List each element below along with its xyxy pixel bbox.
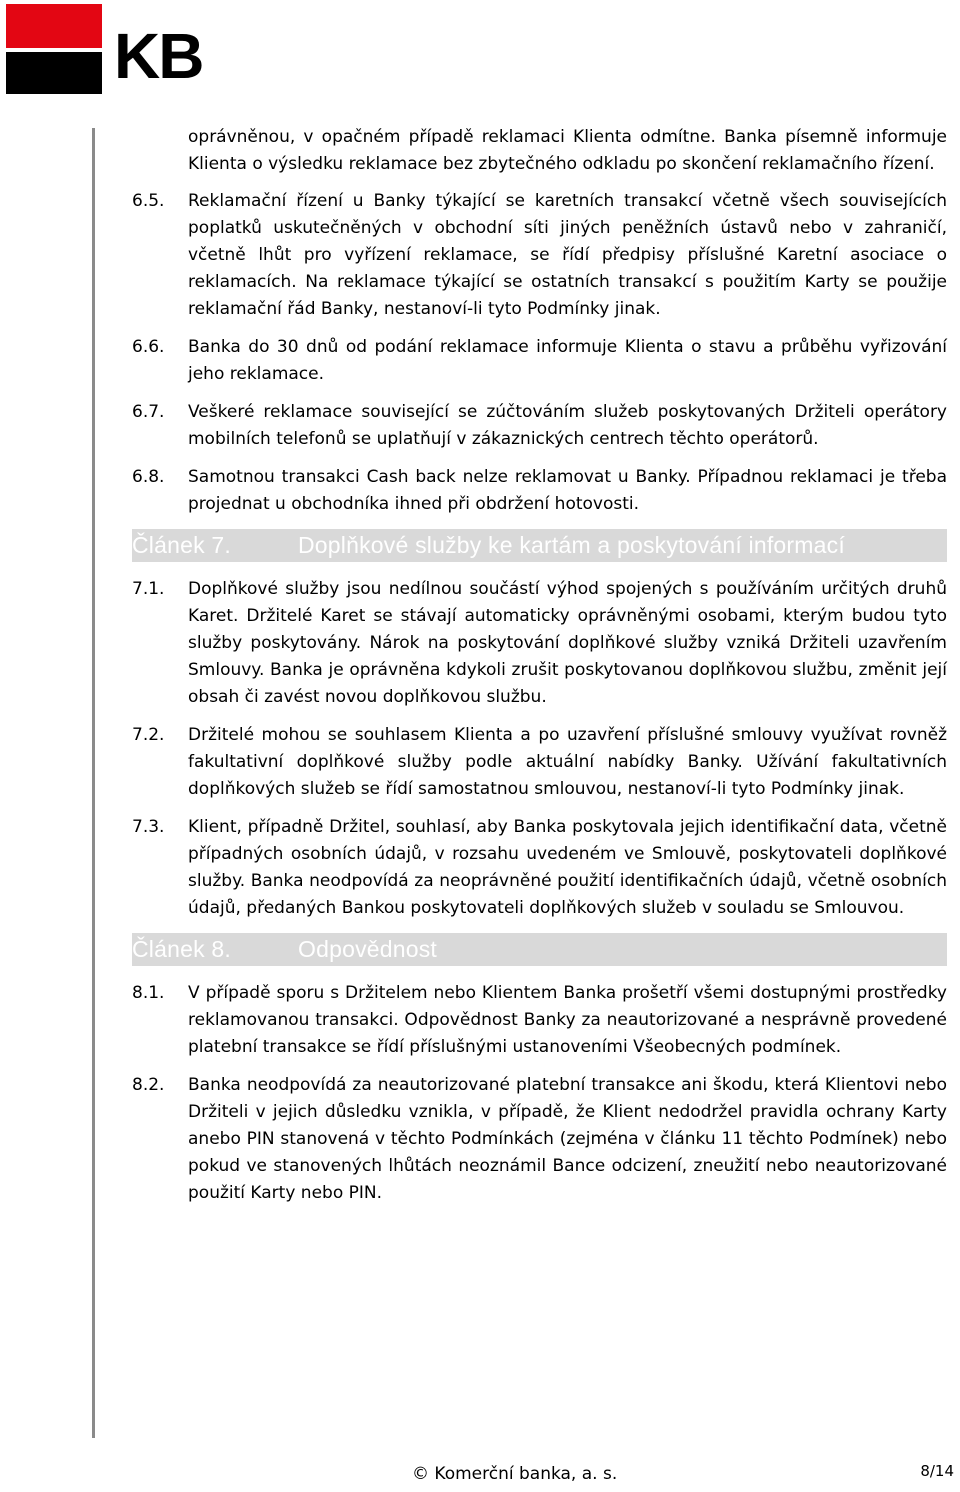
clause-text: Reklamační řízení u Banky týkající se karetních transakcí včetně všech souvisejících poplatků uskutečněných v obchodní síti jiných peněžních ústavů nebo v zahraničí, včetně lhůt pro vyřízení reklamace, se řídí předpisy příslušné Karetní asociace o reklamacích. Na reklamace týkající se ostatních transakcí s použitím Karty se použije reklamační řád Banky, nestanoví-li tyto Podmínky jinak.: [188, 191, 947, 319]
clause-6-5: [132, 188, 947, 323]
clause-text: Veškeré reklamace související se zúčtováním služeb poskytovaných Držiteli operátory mobilních telefonů se uplatňují v zákaznických centrech těchto operátorů.: [188, 402, 947, 449]
article-number: Článek 8.: [132, 936, 231, 962]
clause-number: 6.5.: [132, 191, 165, 211]
clause-8-2: [132, 1072, 947, 1207]
clause-text: V případě sporu s Držitelem nebo Klientem Banka prošetří všemi dostupnými prostředky reklamovanou transakci. Odpovědnost Banky za neautorizované a nesprávně provedené platební transakce se řídí příslušnými ustanoveními Všeobecných podmínek.: [188, 983, 947, 1057]
clause-6-8: [132, 464, 947, 518]
clause-text: Samotnou transakci Cash back nelze reklamovat u Banky. Případnou reklamaci je třeba projednat u obchodníka ihned při obdržení hotovosti.: [188, 467, 947, 514]
clause-text: Držitelé mohou se souhlasem Klienta a po uzavření příslušné smlouvy využívat rovněž fakultativní doplňkové služby podle aktuální nabídky Banky. Užívání fakultativních doplňkových služeb se řídí samostatnou smlouvou, nestanoví-li tyto Podmínky jinak.: [188, 725, 947, 799]
footer-company: © Komerční banka, a. s.: [412, 1464, 618, 1484]
page-number: 8/14: [920, 1462, 954, 1480]
clause-number: 6.8.: [132, 467, 165, 487]
document-body: [132, 124, 947, 1218]
clause-8-1: [132, 980, 947, 1061]
clause-text: Banka neodpovídá za neautorizované platební transakce ani škodu, která Klientovi nebo Držiteli v jejich důsledku vznikla, v případě, že Klient nedodržel pravidla ochrany Karty anebo PIN stanovená v těchto Podmínkách (zejména v článku 11 těchto Podmínek) nebo pokud ve stanovených lhůtách neoznámil Bance odcizení, zneužití nebo neautorizované použití Karty nebo PIN.: [188, 1075, 947, 1203]
clause-number: 8.2.: [132, 1075, 165, 1095]
clause-text: Klient, případně Držitel, souhlasí, aby Banka poskytovala jejich identifikační data, včetně případných osobních údajů, v rozsahu uvedeném ve Smlouvě, poskytovateli doplňkové služby. Banka neodpovídá za neoprávněné použití identifikačních údajů, včetně osobních údajů, předaných Bankou poskytovateli doplňkových služeb v souladu se Smlouvou.: [188, 817, 947, 918]
clause-number: 6.7.: [132, 402, 165, 422]
clause-6-7: [132, 399, 947, 453]
clause-text: Doplňkové služby jsou nedílnou součástí výhod spojených s používáním určitých druhů Karet. Držitelé Karet se stávají automaticky oprávněnými osobami, kterým budou tyto služby poskytovány. Nárok na poskytování doplňkové služby vzniká Držiteli uzavřením Smlouvy. Banka je oprávněna kdykoli zrušit poskytovanou doplňkovou službu, změnit její obsah či zavést novou doplňkovou službu.: [188, 579, 947, 707]
kb-logo-graphic: [6, 4, 266, 94]
article-7-heading: [132, 529, 947, 562]
clause-7-3: [132, 814, 947, 922]
article-title: Odpovědnost: [298, 936, 438, 962]
article-8-heading: [132, 933, 947, 966]
article-title: Doplňkové služby ke kartám a poskytování informací: [298, 532, 845, 558]
clause-number: 6.6.: [132, 337, 165, 357]
svg-text:KB: KB: [114, 20, 203, 92]
article-number: Článek 7.: [132, 532, 231, 558]
clause-number: 7.3.: [132, 817, 165, 837]
clause-6-6: [132, 334, 947, 388]
kb-logo: [6, 4, 266, 94]
clause-7-2: [132, 722, 947, 803]
left-margin-rule: [92, 128, 95, 1438]
clause-number: 8.1.: [132, 983, 165, 1003]
clause-number: 7.1.: [132, 579, 165, 599]
intro-paragraph: oprávněnou, v opačném případě reklamaci Klienta odmítne. Banka písemně informuje Klienta o výsledku reklamace bez zbytečného odkladu po skončení reklamačního řízení.: [188, 127, 947, 174]
clause-number: 7.2.: [132, 725, 165, 745]
clause-7-1: [132, 576, 947, 711]
page-footer: [0, 1462, 960, 1492]
clause-text: Banka do 30 dnů od podání reklamace informuje Klienta o stavu a průběhu vyřizování jeho reklamace.: [188, 337, 947, 384]
